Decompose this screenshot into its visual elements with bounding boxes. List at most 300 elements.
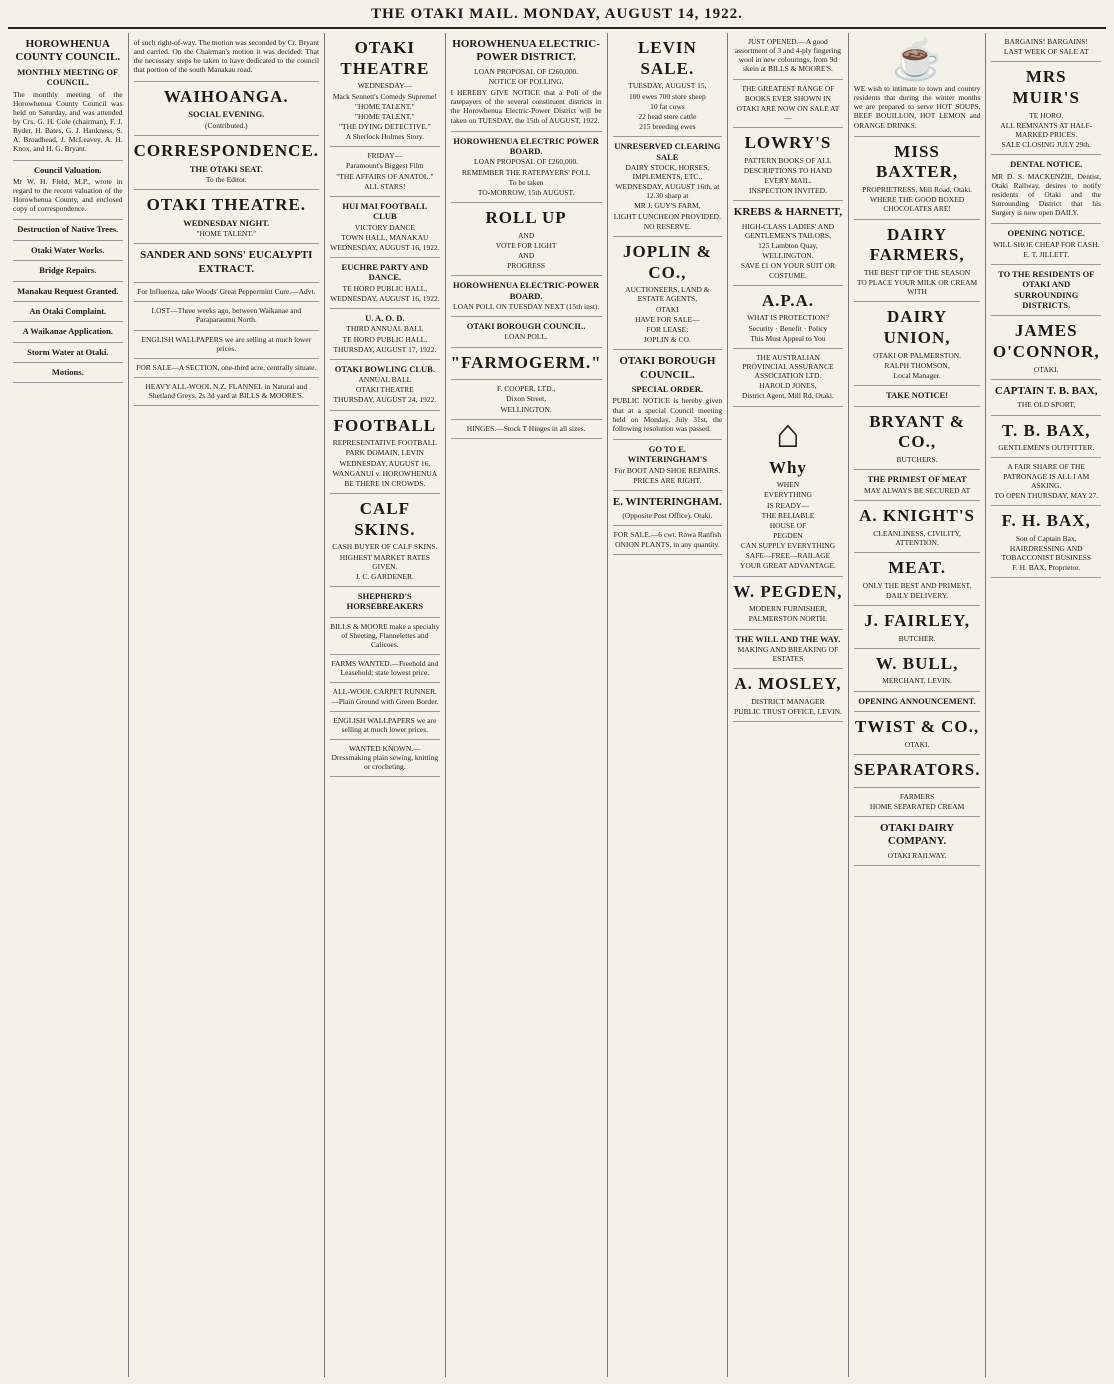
article xyxy=(854,33,981,137)
article xyxy=(134,244,320,283)
text-line: LOST—Three weeks ago, between Waikanae and Paraparaumu North. xyxy=(151,306,302,325)
text-line: BOOKS EVER SHOWN IN xyxy=(744,93,831,103)
article-subheading: SHEPHERD'S HORSEBREAKERS xyxy=(346,591,424,612)
text-line: CAN SUPPLY EVERYTHING xyxy=(740,541,836,551)
article xyxy=(330,740,440,777)
text-line: WANGANUI v. HOROWHENUA xyxy=(332,468,438,478)
article xyxy=(134,359,320,378)
article-heading: SANDER AND SONS' EUCALYPTI EXTRACT. xyxy=(140,249,313,275)
article xyxy=(854,817,981,866)
text-line: DESCRIPTIONS TO HAND xyxy=(743,166,832,175)
article xyxy=(134,302,320,330)
text-line: OTAKI xyxy=(656,304,679,314)
text-line: WHERE THE GOOD BOXED CHOCOLATES ARE! xyxy=(869,195,965,214)
text-line: HEAVY ALL-WOOL N.Z. FLANNEL in Natural and Shetland Greys. 2s 3d yard at BILLS & MOORE'S. xyxy=(145,381,308,401)
column-4 xyxy=(446,33,608,1377)
text-line: PATTERN BOOKS OF ALL xyxy=(744,155,832,165)
article xyxy=(330,494,440,587)
text-line: ENGLISH WALLPAPERS we are selling at much lower prices. xyxy=(333,715,437,734)
text-line: (Contributed.) xyxy=(204,120,248,130)
article-subheading: HOROWHENUA ELECTRIC POWER BOARD. xyxy=(453,135,599,157)
article xyxy=(991,155,1101,224)
article xyxy=(991,316,1101,380)
text-line: "HOME TALENT." xyxy=(196,229,257,239)
article xyxy=(733,577,843,630)
article-subheading: Destruction of Native Trees. xyxy=(17,224,119,235)
article xyxy=(854,501,981,553)
article-heading: KREBS & HARNETT, xyxy=(733,206,843,219)
article-heading: DAIRY FARMERS, xyxy=(869,224,965,265)
article xyxy=(13,161,123,221)
column-5 xyxy=(608,33,729,1377)
text-line: SAFE—FREE—RAILAGE xyxy=(745,551,831,561)
text-line: WILL SHOE CHEAP FOR CASH. xyxy=(993,239,1100,249)
text-line: TE HORO PUBLIC HALL, xyxy=(342,283,428,293)
text-line: MAY ALWAYS BE SECURED AT xyxy=(864,485,971,495)
text-line: DAILY DELIVERY. xyxy=(886,590,949,600)
article xyxy=(854,137,981,220)
article-heading: CORRESPONDENCE. xyxy=(133,140,320,160)
article xyxy=(991,506,1101,578)
article xyxy=(451,317,602,348)
article-heading: W. BULL, xyxy=(875,653,959,673)
text-line: AND xyxy=(517,250,535,260)
text-line: PALMERSTON NORTH. xyxy=(748,614,828,624)
article xyxy=(13,343,123,363)
text-line: TE HORO PUBLIC HALL, xyxy=(342,334,428,344)
article xyxy=(13,363,123,383)
article xyxy=(613,440,723,491)
article xyxy=(134,378,320,406)
text-line: 22 head store cattle xyxy=(638,111,697,121)
article xyxy=(733,33,843,80)
article-heading: CALF SKINS. xyxy=(354,499,416,539)
text-line: EVERY MAIL. xyxy=(764,176,812,186)
article xyxy=(854,788,981,817)
article xyxy=(330,712,440,740)
text-line: ENGLISH WALLPAPERS we are selling at much lower prices. xyxy=(141,334,312,353)
article xyxy=(733,669,843,722)
article-heading: LEVIN SALE. xyxy=(637,38,697,78)
article-subheading: OPENING NOTICE. xyxy=(1007,228,1085,239)
article xyxy=(330,197,440,258)
text-line: "HOME TALENT." xyxy=(354,101,415,111)
text-line: BUTCHERS. xyxy=(896,455,938,465)
article-heading: A. MOSLEY, xyxy=(734,674,842,694)
text-line: EVERYTHING xyxy=(763,490,812,500)
text-line: Paramount's Biggest Film xyxy=(346,161,424,171)
text-line: LOAN POLL ON TUESDAY NEXT (15th inst). xyxy=(453,301,600,311)
text-line: "THE DYING DETECTIVE." xyxy=(338,122,431,132)
text-line: MR J. GUY'S FARM, xyxy=(634,201,701,211)
article xyxy=(733,349,843,407)
column-7 xyxy=(849,33,987,1377)
article-subheading: OTAKI BOWLING CLUB. xyxy=(334,363,435,374)
text-line: WEDNESDAY— xyxy=(357,81,412,91)
text-line: WEDNESDAY, AUGUST 16, 1922. xyxy=(330,242,440,252)
text-line: HAROLD JONES, xyxy=(759,381,817,391)
text-line: WEDNESDAY, AUGUST 16, 1922. xyxy=(330,293,440,303)
text-line: RALPH THOMSON, xyxy=(884,361,950,371)
text-line: FOR LEASE: xyxy=(646,324,689,334)
article xyxy=(991,33,1101,62)
article-subheading: Otaki Water Works. xyxy=(31,244,105,255)
text-line: REPRESENTATIVE FOOTBALL xyxy=(332,438,437,448)
article xyxy=(733,201,843,285)
text-line: MERCHANT, LEVIN. xyxy=(882,676,952,686)
article xyxy=(13,322,123,342)
text-line: 125 Lambton Quay, xyxy=(758,241,818,251)
article xyxy=(854,470,981,501)
text-line: LIGHT LUNCHEON PROVIDED. xyxy=(613,211,721,221)
columns-container xyxy=(8,33,1106,1377)
text-line: To be taken xyxy=(508,177,544,187)
text-line: INSPECTION INVITED. xyxy=(748,186,827,196)
article-heading: MEAT. xyxy=(888,557,946,577)
article-heading: A. KNIGHT'S xyxy=(859,505,976,525)
article-subheading: Manakau Request Granted. xyxy=(17,285,119,296)
text-line: WANTED KNOWN.—Dressmaking plain sewing, knitting or crocheting. xyxy=(331,744,439,772)
article-subheading: U. A. O. D. xyxy=(365,313,405,324)
article xyxy=(991,458,1101,506)
article-heading: FOOTBALL xyxy=(333,415,437,435)
text-line: AND xyxy=(517,230,535,240)
article xyxy=(13,33,123,161)
text-line: MODERN FURNISHER, xyxy=(748,604,827,614)
text-line: To the Editor. xyxy=(205,174,247,184)
text-line: YOUR GREAT ADVANTAGE. xyxy=(739,561,836,571)
article xyxy=(613,137,723,237)
article xyxy=(330,587,440,618)
text-line: JUST OPENED.—A good assortment of 3 and 4-ply fingering wool in new colourings, from 9d skein at BILLS & MOORE'S. xyxy=(734,37,841,74)
text-line: THE RELIABLE xyxy=(761,510,815,520)
text-line: PROGRESS xyxy=(507,261,546,271)
text-line: NOTICE OF POLLING. xyxy=(488,76,564,86)
text-line: Local Manager. xyxy=(893,371,941,381)
text-line: THE GREATEST RANGE OF xyxy=(741,83,835,93)
article xyxy=(613,350,723,440)
text-line: THE OLD SPORT, xyxy=(1017,400,1076,410)
text-line: THE AUSTRALIAN PROVINCIAL ASSURANCE ASSOCIATION LTD. xyxy=(742,352,834,381)
text-line: 10 fat cows xyxy=(650,101,685,111)
article xyxy=(330,683,440,711)
article xyxy=(613,237,723,350)
text-line: CLEANLINESS, CIVILITY, ATTENTION. xyxy=(873,528,961,547)
article xyxy=(134,190,320,244)
article xyxy=(451,380,602,419)
text-line: SALE CLOSING JULY 29th. xyxy=(1001,140,1091,150)
text-line: BILLS & MOORE make a specialty of Sheeting, Flannelettes and Calicoes. xyxy=(330,621,440,650)
article-subheading: SOCIAL EVENING. xyxy=(188,109,265,120)
article xyxy=(613,526,723,554)
text-line: THURSDAY, AUGUST 24, 1922. xyxy=(333,395,437,405)
article-body: I HEREBY GIVE NOTICE that a Poll of the ratepayers of the several constituent districts in the Horowhenua Electric-Power District will be taken on TUESDAY, the 15th of AUGUST, 1922. xyxy=(450,88,602,125)
article-subheading: An Otaki Complaint. xyxy=(29,305,107,316)
article-subheading: GO TO E. WINTERINGHAM'S xyxy=(627,443,708,465)
text-line: LOAN PROPOSAL OF £260,000. xyxy=(474,157,579,167)
text-line: AUCTIONEERS, LAND & ESTATE AGENTS, xyxy=(625,285,710,304)
text-line: For BOOT AND SHOE REPAIRS. xyxy=(614,465,721,475)
article-heading: T. B. BAX, xyxy=(1001,420,1091,440)
text-line: ALL STARS! xyxy=(364,181,406,191)
article xyxy=(134,33,320,82)
column-2 xyxy=(129,33,326,1377)
article-heading: BRYANT & CO., xyxy=(869,411,965,452)
text-line: OTAKI OR PALMERSTON. xyxy=(873,350,962,360)
text-line: OTAKI. xyxy=(1033,364,1059,374)
text-line: VICTORY DANCE xyxy=(354,222,415,232)
article-subheading: THE WILL AND THE WAY. xyxy=(735,633,841,644)
text-line: This Must Appeal to You xyxy=(750,333,826,343)
article xyxy=(330,360,440,411)
text-line: OTAKI ARE NOW ON SALE AT— xyxy=(736,103,840,122)
illustration-icon: ⌂ xyxy=(775,410,800,456)
article xyxy=(991,265,1101,316)
article-heading: CAPTAIN T. B. BAX, xyxy=(994,385,1098,398)
article xyxy=(451,33,602,132)
text-line: 100 ewes 700 store sheep xyxy=(629,91,706,101)
article-subheading: UNRESERVED CLEARING SALE xyxy=(614,141,721,162)
article-heading: WAIHOANGA. xyxy=(163,86,289,106)
text-line: HOME SEPARATED CREAM xyxy=(869,801,965,811)
article xyxy=(451,203,602,276)
text-line: PUBLIC TRUST OFFICE, LEVIN. xyxy=(734,707,842,717)
text-line: HIGHEST MARKET RATES GIVEN. xyxy=(339,552,430,571)
article-subheading: OTAKI BOROUGH COUNCIL. xyxy=(466,321,586,332)
article xyxy=(991,224,1101,265)
text-line: DAIRY STOCK, HORSES, IMPLEMENTS, ETC., xyxy=(625,162,710,182)
article-subheading: Storm Water at Otaki. xyxy=(27,346,109,357)
text-line: TO OPEN THURSDAY, MAY 27. xyxy=(994,490,1099,500)
article xyxy=(134,82,320,136)
article-subheading: Bridge Repairs. xyxy=(39,265,97,276)
text-line: HAIRDRESSING AND TOBACCONIST BUSINESS xyxy=(1001,543,1091,563)
text-line: NO RESERVE. xyxy=(643,221,692,231)
text-line: PEGDEN xyxy=(773,530,803,540)
text-line: HINGES.—Stock T Hinges in all sizes. xyxy=(466,423,586,433)
text-line: "THE AFFAIRS OF ANATOL." xyxy=(336,171,434,181)
article xyxy=(330,655,440,683)
article-heading: TWIST & CO., xyxy=(855,716,980,736)
article-subheading: WEDNESDAY NIGHT. xyxy=(183,217,270,228)
article-subheading: TO THE RESIDENTS OF OTAKI AND SURROUNDING DISTRICTS. xyxy=(998,269,1095,311)
text-line: Dixon Street, xyxy=(506,394,547,404)
article-heading: F. H. BAX, xyxy=(1001,511,1091,531)
article-subheading: Council Valuation. xyxy=(34,164,102,175)
text-line: OTAKI RAILWAY. xyxy=(887,850,947,860)
article-body: The monthly meeting of the Horowhenua County Council was held on Saturday, and was attended by Crs. G. H. Cole (chairman), F. J. Ryder, H. Bates, G. J. Hankness, S. A. Broadhead, J. McLeavey, A. H. Knox, and H. G. Bryant. xyxy=(13,89,123,154)
article-heading: OTAKI BOROUGH COUNCIL. xyxy=(619,355,716,381)
column-6 xyxy=(728,33,849,1377)
column-3 xyxy=(325,33,446,1377)
text-line: PROPRIETRESS, Mill Road, Otaki. xyxy=(862,185,973,195)
text-line: ONLY THE BEST AND PRIMEST. xyxy=(862,580,972,590)
article xyxy=(330,618,440,655)
text-line: JOPLIN & CO. xyxy=(643,335,691,345)
article xyxy=(854,302,981,386)
text-line: HIGH-CLASS LADIES' AND GENTLEMEN'S TAILORS, xyxy=(741,221,835,240)
article xyxy=(330,309,440,360)
text-line: Son of Captain Bax, xyxy=(1015,533,1077,543)
text-line: HOUSE OF xyxy=(769,520,807,530)
text-line: GENTLEMEN'S OUTFITTER. xyxy=(998,443,1095,453)
text-line: ALL REMNANTS AT HALF-MARKED PRICES. xyxy=(1000,120,1093,140)
article xyxy=(134,283,320,302)
article-heading: JAMES O'CONNOR, xyxy=(992,321,1100,362)
article xyxy=(854,649,981,692)
text-line: WHEN xyxy=(776,480,800,490)
text-line: WELLINGTON. xyxy=(762,251,814,261)
article xyxy=(733,128,843,201)
article-heading: HOROWHENUA COUNTY COUNCIL. xyxy=(15,38,121,64)
text-line: TO PLACE YOUR MILK OR CREAM WITH xyxy=(856,278,978,297)
article xyxy=(13,261,123,281)
article-subheading: MONTHLY MEETING OF COUNCIL. xyxy=(17,66,119,88)
text-line: FARMS WANTED.—Freehold and Leasehold; state lowest price. xyxy=(331,659,439,678)
article xyxy=(991,380,1101,416)
text-line: TE HORO. xyxy=(1029,110,1064,120)
article xyxy=(134,331,320,359)
text-line: 215 breeding ewes xyxy=(639,122,696,132)
article-subheading: Motions. xyxy=(51,366,84,377)
article xyxy=(854,755,981,788)
article-heading: OTAKI THEATRE. xyxy=(146,195,307,215)
text-line: BE THERE IN CROWDS. xyxy=(344,478,426,488)
article xyxy=(13,220,123,240)
text-line: LOAN POLL. xyxy=(504,332,548,342)
text-line: MAKING AND BREAKING OF ESTATES xyxy=(737,644,839,664)
text-line: THURSDAY, AUGUST 17, 1922. xyxy=(333,344,437,354)
article xyxy=(854,712,981,755)
article-subheading: A Waikanae Application. xyxy=(22,326,113,337)
article-body: Mr W. H. Field, M.P., wrote in regard to the recent valuation of the Horowhenua County, and enclosed copy of correspondence. xyxy=(13,176,123,214)
article-body: of such right-of-way. The motion was seconded by Cr. Bryant and carried. On the Chairman's motion it was decided: That the necessary steps be taken to have dedicated to the council that portion of the south Manakau road. xyxy=(133,38,320,75)
text-line: IS READY— xyxy=(766,500,809,510)
illustration-icon: ☕ xyxy=(892,37,942,82)
text-line: TUESDAY, AUGUST 15, xyxy=(628,81,707,91)
text-line: LOAN PROPOSAL OF £260,000. xyxy=(474,66,579,76)
article-heading: SEPARATORS. xyxy=(853,759,981,779)
article xyxy=(451,348,602,381)
text-line: "HOME TALENT." xyxy=(354,111,415,121)
article xyxy=(451,132,602,203)
text-line: CASH BUYER OF CALF SKINS. xyxy=(332,542,438,552)
text-line: HAVE FOR SALE— xyxy=(635,314,700,324)
text-line: WEDNESDAY, AUGUST 16, xyxy=(339,458,431,468)
article-heading: E. WINTERINGHAM. xyxy=(612,495,722,508)
text-line: THE BEST TIP OF THE SEASON xyxy=(863,268,971,278)
text-line: For Influenza, take Woods' Great Peppermint Cure.—Advt. xyxy=(137,287,316,297)
article-subheading: THE PRIMEST OF MEAT xyxy=(867,474,967,485)
article xyxy=(854,386,981,406)
article xyxy=(991,62,1101,155)
article xyxy=(13,282,123,302)
article xyxy=(13,241,123,261)
article-heading: OTAKI THEATRE xyxy=(340,38,430,78)
text-line: WHAT IS PROTECTION? xyxy=(746,313,829,323)
text-line: FRIDAY— xyxy=(367,151,403,161)
article xyxy=(854,692,981,712)
text-line: BUTCHER. xyxy=(898,633,936,643)
article-body: WE wish to intimate to town and country residents that during the winter months we are prepared to serve HOT SOUPS, BEEF BOUILLON, HOT LEMON and ORANGE DRINKS. xyxy=(853,84,981,130)
text-line: FARMERS xyxy=(899,791,935,801)
text-line: ANNUAL BALL xyxy=(358,375,412,385)
article-subheading: SPECIAL ORDER. xyxy=(631,384,704,394)
article-subheading: OPENING ANNOUNCEMENT. xyxy=(858,695,976,706)
text-line: FOR SALE.—6 cwt. Rowa Ranfish ONION PLANTS, in any quantity. xyxy=(613,530,722,549)
article xyxy=(330,411,440,494)
article xyxy=(991,416,1101,459)
text-line: ALL-WOOL CARPET RUNNER.—Plain Ground with Green Border. xyxy=(331,687,439,706)
article-heading: W. PEGDEN, xyxy=(733,581,843,601)
column-1 xyxy=(8,33,129,1377)
article-heading: A.P.A. xyxy=(761,290,814,310)
article xyxy=(613,491,723,527)
article xyxy=(854,407,981,471)
article-body: MR D. S. MACKENZIE, Dentist, Otaki Railway, desires to notify residents of Otaki and the Surrounding District that his Surgery is now open DAILY. xyxy=(991,171,1102,218)
text-line: PARK DOMAIN, LEVIN xyxy=(345,448,424,458)
text-line: WELLINGTON. xyxy=(500,404,552,414)
text-line: TO-MORROW, 15th AUGUST. xyxy=(477,187,575,197)
text-line: THIRD ANNUAL BALL xyxy=(346,324,424,334)
article-heading: DAIRY UNION, xyxy=(883,307,951,348)
article xyxy=(330,147,440,197)
masthead: THE OTAKI MAIL. MONDAY, AUGUST 14, 1922. xyxy=(8,6,1106,29)
article-body: PUBLIC NOTICE is hereby given that at a special Council meeting held on Monday, July 31st, the following resolution was passed. xyxy=(612,396,723,433)
article xyxy=(854,553,981,606)
article-heading: LOWRY'S xyxy=(744,133,832,153)
article-heading: J. FAIRLEY, xyxy=(864,610,971,630)
article xyxy=(13,302,123,322)
article xyxy=(451,276,602,317)
article xyxy=(854,220,981,303)
article-subheading: TAKE NOTICE! xyxy=(886,390,949,401)
text-line: Security · Benefit · Policy xyxy=(748,323,828,333)
article xyxy=(451,420,602,439)
text-line: LAST WEEK OF SALE AT xyxy=(1003,47,1089,57)
article-heading: OTAKI DAIRY COMPANY. xyxy=(879,821,955,848)
article xyxy=(134,136,320,190)
article xyxy=(330,33,440,147)
article-heading: "FARMOGERM." xyxy=(450,352,602,372)
text-line: J. C. GARDENER. xyxy=(355,571,414,581)
text-line: REMEMBER THE RATEPAYERS' POLL xyxy=(461,167,591,177)
text-line: (Opposite Post Office), Otaki. xyxy=(622,511,713,521)
article-subheading: HOROWHENUA ELECTRIC-POWER BOARD. xyxy=(453,280,600,301)
column-8 xyxy=(986,33,1106,1377)
text-line: VOTE FOR LIGHT xyxy=(495,240,557,250)
article xyxy=(733,407,843,577)
text-line: OTAKI THEATRE xyxy=(355,385,414,395)
article-subheading: EUCHRE PARTY AND DANCE. xyxy=(341,262,429,283)
text-line: SAVE £1 ON YOUR SUIT OR COSTUME. xyxy=(740,261,836,280)
text-line: TOWN HALL, MANAKAU xyxy=(341,232,429,242)
article xyxy=(613,33,723,137)
text-line: WEDNESDAY, AUGUST 16th, at 12.30 sharp at xyxy=(615,182,720,201)
article xyxy=(733,286,843,349)
text-line: A FAIR SHARE OF THE PATRONAGE IS ALL I AM ASKING. xyxy=(1003,462,1090,490)
text-line: E. T. JILLETT. xyxy=(1023,249,1070,259)
article xyxy=(330,258,440,309)
article-heading: HOROWHENUA ELECTRIC-POWER DISTRICT. xyxy=(452,38,600,64)
article-heading: MISS BAXTER, xyxy=(876,141,959,182)
text-line: OTAKI. xyxy=(904,739,930,749)
article-heading: Why xyxy=(768,457,807,477)
article xyxy=(733,630,843,670)
article-heading: JOPLIN & CO., xyxy=(623,241,712,282)
article xyxy=(854,606,981,649)
article-subheading: THE OTAKI SEAT. xyxy=(189,163,263,174)
